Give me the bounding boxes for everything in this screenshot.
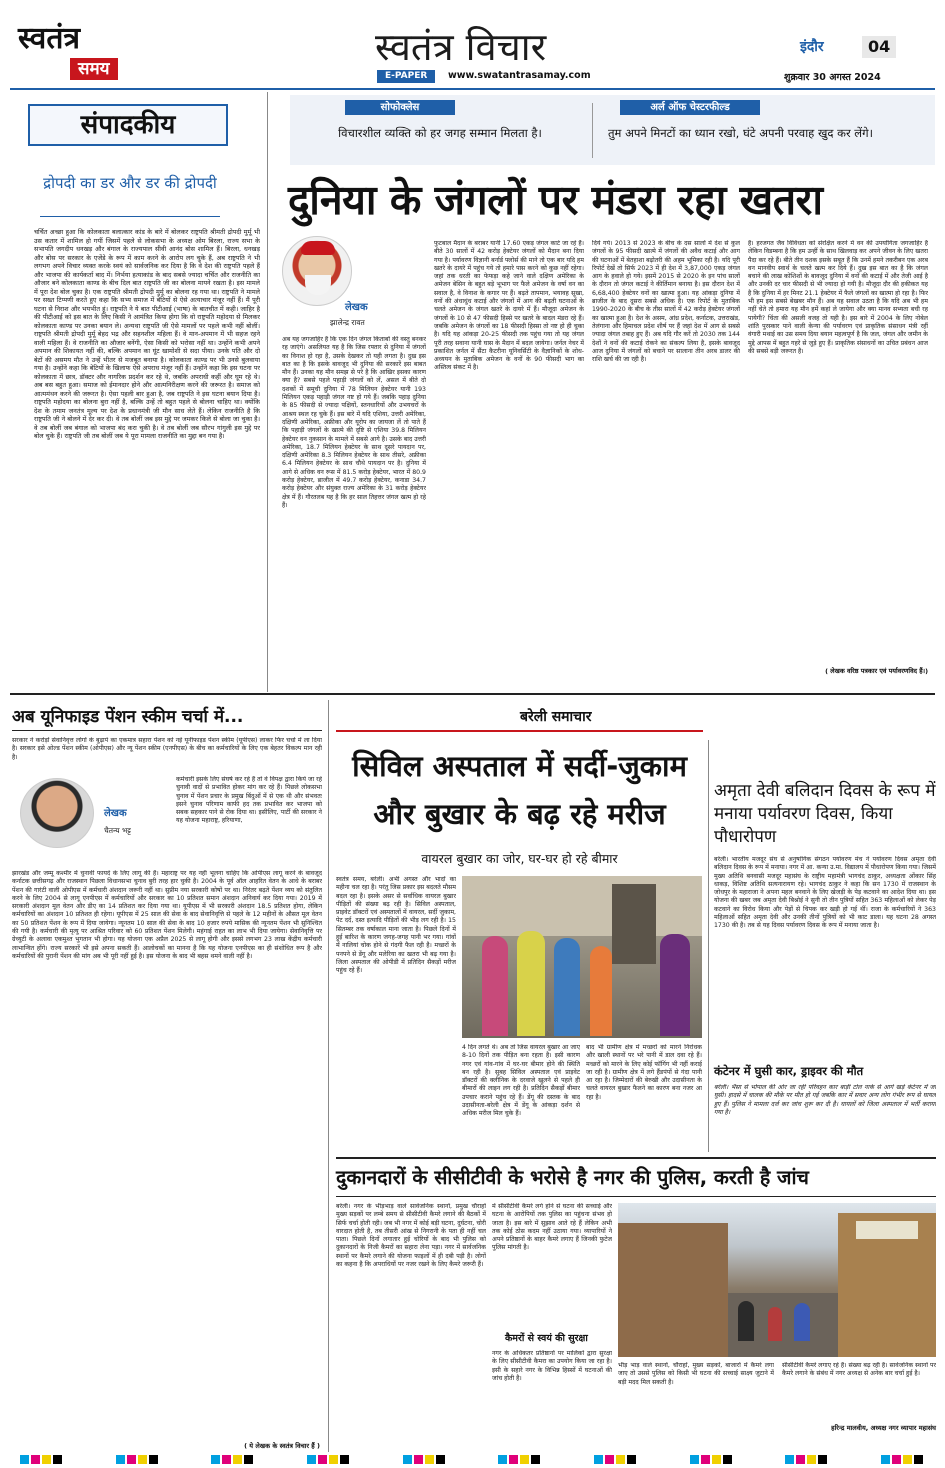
lead-column-1: अब यह जगजाहिर है कि एक दिन जंगल किताबों की वस्तु बनकर रह जाएंगे। असलियत यह है कि जिस रफ्तार से दुनिया में जंगलों का विनाश हो रहा है, उसके देखकर तो यही लगता है। दुख इस बात का है कि इसके बावजूद भी दुनिया की सरकारें इस बाबत मौन हैं। उनका यह मौन समझ से परे है कि आखिर इसका कारण क्या है? सबसे पहले पहाड़ी जंगलों को लें, असल में बीते दो दशकों में समूची दुनिया में 78 मिलियन हेक्टेयर यानी 193 मिलियन एकड़ पहाड़ी जंगल नष्ट हो गये हैं। जबकि पहाड़ दुनिया के 85 फीसदी से ज्यादा पक्षियों, स्तनधारियों और उभयचरों के आश्रय स्थल रह चुके हैं। इस बारे में यदि एशिया, उत्तरी अमेरिका, दक्षिणी अमेरिका, अफ्रीका और यूरोप का जायजा लें तो पाते हैं कि पहाड़ी जंगलों के खात्मे की दृष्टि से एशिया 39.8 मिलियन हेक्टेयर वन नुकसान के मामले में सबसे आगे है। उसके बाद उत्तरी अमेरिका, 18.7 मिलियन हेक्टेयर के साथ दूसरे पायदान पर, दक्षिणी अमेरिका 8.3 मिलियन हेक्टेयर के साथ तीसरे, अफ्रीका 6.4 मिलियन हेक्टेयर के साथ चौथे पायदान पर है। दुनिया में आगे से अधिक वन रूस में 81.5 करोड़ हेक्टेयर, भारत में 80.9 करोड़ हेक्टेयर, ब्राजील में 49.7 करोड़ हेक्टेयर, कनाडा 34.7 करोड़ हेक्टेयर और संयुक्त राज्य अमेरिका के 31 करोड़ हेक्टेयर क्षेत्र में हैं। गौरतलब यह है कि हर साल तिहत्तर जंगल खत्म हो रहे हैं। xyxy=(282,336,426,509)
masthead-divider xyxy=(10,88,935,90)
amrita-headline: अमृता देवी बलिदान दिवस के रूप में मनाया पर्यावरण दिवस, किया पौधारोपण xyxy=(714,781,936,847)
photo-person-3 xyxy=(554,938,580,1036)
editorial-body: चर्चित अच्छा हुआ कि कोलकाता बलात्कार कांड के बारे में बोलकर राष्ट्रपति श्रीमती द्रोपदी मुर्मू भी उस कतार में शामिल हो गयीं जिसमें पहले से लोकसभा के अध्यक्ष ओम बिरला, राज्य सभा के सभापति जगदीप धनखड़ और बंगाल के राज्यपाल सीवी आनंद बोस शामिल हैं। बिरला, धनखड़ और बोस पर सरकार के एजेंडे के रूप में काम करने के आरोप लग चुके हैं, अब राष्ट्रपति ने भी लगभग अपने विचार व्यक्त करके स्वयं को सार्वजनिक कर दिया है कि वे देश की राष्ट्रपति पहले हैं और भाजपा की कार्यकर्ता बाद में। निर्भया हत्याकांड के बाद सबसे ज्यादा चर्चित और राजनीति का औजार बने कोलकाता काण्ड के बीच दिल बात राष्ट्रपति जी का बोलना मायने रखता है। इस मामले में पूरा देश बोल चुका है। एक राष्ट्रपति श्रीमती द्रोपदी मुर्मू का बोलना रह गया था। राष्ट्रपति ने मामले पर सख्त टिप्पणी करते हुए कहा कि सभ्य समाज में बेटियों से ऐसे अत्याचार मंजूर नहीं हैं। मैं पूरी घटना से निराश और भयभीत हूं। राष्ट्रपति ने ये बात पीटीआई (भाषा) के बातचीत में कही। जाहिर है की पीटीआई को इस बात के लिए किसी ने आमंत्रित किया होगा कि वो राष्ट्रपति महोदया से मिलकर कोलकाता काण्ड पर उनका बयान ले। अन्यथा राष्ट्रपति जी ऐसे मामलों पर पहले कभी नहीं बोलीं। राष्ट्रपति श्रीमती द्रोपदी मुर्मू बेहद भद्र और सहनशील महिला हैं। वे मान-अपमान में भी सहज रहने वाली महिला हैं। वे राजनीति का औजार बनेंगी, ऐसा किसी को भरोसा नहीं था। उन्होंने कभी अपने अपमान की शिकायत नहीं की, बल्कि अपमान का घूंट खामोशी से सदा पीया। उनके पति और दो बेटों की असमय मौत ने उन्हें भीतर से मजबूत बनाया है। कोलकाता काण्ड पर भी उनसे बुलवाया गया है। उन्होंने कहा कि बेटियों के खिलाफ ऐसे अपराध मंजूर नहीं हैं। उन्होंने कहा कि इस घटना पर कोलकाता में छात्र, डॉक्टर और नागरिक प्रदर्शन कर रहे थे, जबकि अपराधी कहीं और घूम रहे थे। अब बस बहुत हुआ। समाज को ईमानदार होने और आत्मनिरीक्षण करने की जरूरत है। समाज को आत्ममंथन करने की जरूरत है। ऐसा पहली बार हुआ है, जब राष्ट्रपति ने इस घटना बयान दिया है। राष्ट्रपति महोदया का बोलना बुरा नहीं है, बल्कि उन्हें तो बहुत पहले से बोलना चाहिए था। क्योंकि देश के तमाम जनतंत्र मूल्य पर देश के प्रधानमंत्री जी मौन साध लेते हैं। लेकिन राजनीति है कि राष्ट्रपति जी ने बोलने में देर कर दी। वे तब बोलीं जब इस मुद्दे पर जमकर किले से बोला जा चुका है। वे तब बोलीं जब बंगाल को भाजपा बंद करा चुकी है। वे तब बोलीं जब सौरभ गांगुली इस मुद्दे पर बोल चुके हैं। राष्ट्रपति जी तब बोलीं जब ये पूरा मामला राजनीति का मुद्दा बन गया है। xyxy=(34,228,260,440)
logo-top-text: स्वतंत्र xyxy=(18,21,81,56)
cctv-col-1: बरेली। नगर के भीड़भाड़ वाले सार्वजनिक स्थानों, प्रमुख चौराहों मुख्य सड़कों पर लम्बे समय से सीसीटीवी कैमरे लगाने की बैठकों में सिर्फ चर्चा होती रही। जब भी नगर में कोई बड़ी घटना, दुर्घटना, चोरी वारदात होती है, तब तीसरी आंख से निगरानी के पता ही नहीं चल पाता। पिछले दिनों लगातार हुई चोरियों के बाद भी पुलिस को दुकानदारों के निजी कैमरों का सहारा लेना पड़ा। नगर में सार्वजनिक स्थानों पर कैमरे लगाने की योजना फाइलों में ही दबी पड़ी है। लोगों का कहना है कि अपराधियों पर नजर रखने के लिए कैमरे जरूरी हैं। xyxy=(336,1203,486,1269)
register-mark xyxy=(701,1455,710,1464)
register-mark xyxy=(712,1455,721,1464)
market-photo-caption: भीड़ भाड़ वाले स्थानों, चौराहों, मुख्य सड़कों, बाजारों में कैमरे लगा जाए तो उससे पुलिस को किसी भी घटना की सच्चाई साक्ष्य जुटाने में बड़ी मदद मिल सकती है। xyxy=(618,1362,774,1386)
amrita-body: बरेली। भारतीय मजदूर संघ से अनुषांगिक संगठन पर्यावरण मंच ने पर्यावरण दिवस अमृता देवी बलिदान दिवस के रूप में मनाया। नगर में आ. कन्या उ.मा. विद्यालय में पौधारोपण किया गया। जिसमें मुख्य अतिथि बनवासी मजदूर महासंघ के राष्ट्रीय महामंत्री भागचंद ठाकुर, अध्यक्षता ओंकार सिंह धाकड़, विशिष्ट अतिथि सत्यनारायण रहे। भागचंद ठाकुर ने कहा कि सन 1730 में राजस्थान के जोधपुर के महाराजा ने अपना महल बनवाने के लिए खेजड़ी के पेड़ कटवाने का आदेश दिया था। इस योजना की खबर जब अमृता देवी बिश्नोई ने सुनी तो तीन पुत्रियों सहित 363 महिलाओं को लेकर पेड़ कटवाने का विरोध किया और पेड़ों से चिपक कर खड़ी हो गई थीं। राजा के कर्मचारियों ने 363 महिलाओं सहित अमृता देवी और उनकी तीनों पुत्रियों को भी काट डाला। यह घटना 28 अगस्त 1730 की है। तब से यह दिवस पर्यावरण दिवस के रूप में मनाया जाता है। xyxy=(714,856,936,930)
photo-doorway xyxy=(612,884,656,964)
author-beard-icon xyxy=(305,275,331,295)
pension-headline: अब यूनिफाइड पेंशन स्कीम चर्चा में... xyxy=(12,707,244,727)
pension-headline-rule xyxy=(12,730,322,731)
bareilly-caption-column: 4 दिन लगते थे। अब तो जिस वायरल बुखार आ जाए 8-10 दिनों तक पीड़ित बना रहता है। इसी कारण नगर एवं गांव-गांव में घर-घर बीमार होने की स्थिति बन रही है। सुबह सिविल अस्पताल एवं प्राइवेट डॉक्टरों की क्लीनिक के दरवाजे खुलने से पहले ही बीमारों की लाइन लग रही है। प्रतिदिन सैकड़ों बीमार उपचार कराने पहुंच रहे हैं। डेंगू की दस्तक के बाद उदासीनता-बरेली क्षेत्र में डेंगू के आंकड़ा दर्शन से अधिक मरीज मिल चुके हैं। xyxy=(462,1044,580,1118)
hospital-photo xyxy=(462,876,702,1038)
bareilly-headline-1: सिविल अस्पताल में सर्दी-जुकाम xyxy=(352,749,687,783)
cctv-headline-rule xyxy=(336,1196,936,1197)
bareilly-subhead: वायरल बुखार का जोर, घर-घर हो रहे बीमार xyxy=(421,851,618,866)
register-mark xyxy=(796,1455,805,1464)
register-mark xyxy=(307,1455,316,1464)
editorial-label: संपादकीय xyxy=(80,110,176,140)
photo-person-5 xyxy=(660,934,690,1036)
register-mark-group xyxy=(498,1455,542,1465)
section-divider-1 xyxy=(10,693,935,695)
lead-column-3: दिये गये। 2013 से 2023 के बीच के दस सालों में देश से कुल जंगलों के 95 फीसदी खात्मे में जंगलों की अवैध कटाई और आग की घटनाओं में बेतहाशा बढ़ोतरी की अहम भूमिका रही है। यदि पूरी रिपोर्ट देखें तो सिर्फ 2023 में ही देश में 3,87,000 एकड़ जंगल आग के हवाले हो गये। इसमें 2015 से 2020 के इन पांच सालों के दौरान तो जंगल कटाई ने कीर्तिमान बनाया है। इस दौरान देश में 6,68,400 हेक्टेयर वनों का खात्मा हुआ। यह आंकड़ा दुनिया में ब्राजील के बाद दूसरा सबसे अधिक है। एक रिपोर्ट के मुताबिक 1990-2020 के बीच के तीस सालों में 42 करोड़ हेक्टेयर जंगलों का खात्मा हुआ है। देश के असम, आंध्र प्रदेश, कर्नाटक, उत्तराखंड, तेलंगाना और हिमाचल प्रदेश शीर्ष पर हैं जहां देश में आग से सबसे ज्यादा जंगल तबाह हुए हैं। अब यदि गौर करें तो 2030 तक 144 देशों ने वनों की कटाई रोकने का संकल्प लिया है, इसके बावजूद आज दुनिया में जंगलों को बचाने पर सालाना तीन अरब डालर की राशि खर्च की जा रही है। xyxy=(592,240,740,364)
register-mark xyxy=(318,1455,327,1464)
register-mark xyxy=(594,1455,603,1464)
register-mark xyxy=(881,1455,890,1464)
column-divider-pension xyxy=(328,700,329,1452)
quote-source-1: सोफोक्लेस xyxy=(345,100,455,115)
register-mark-group xyxy=(785,1455,829,1465)
page-title: स्वतंत्र विचार xyxy=(375,25,547,69)
register-mark xyxy=(807,1455,816,1464)
quotes-divider xyxy=(592,103,593,158)
register-mark xyxy=(818,1455,827,1464)
editorial-column xyxy=(10,92,268,692)
accident-body: बरेली। भैंसा से भोपाल की ओर जा रही परिवहन कार बाड़ी टोल नाके से आगे खड़े कंटेनर में जा घुसी। हादसे में चालक की मौके पर मौत हो गई जबकि कार में सवार अन्य लोग गंभीर रूप से घायल हुए हैं। पुलिस ने मामला दर्ज कर जांच शुरू कर दी है। घायलों को जिला अस्पताल में भर्ती कराया गया है। xyxy=(714,1084,936,1116)
register-mark xyxy=(520,1455,529,1464)
editorial-label-box xyxy=(28,104,228,146)
lead-author-name: झालेन्द्र रावत xyxy=(330,318,365,327)
lead-headline: दुनिया के जंगलों पर मंडरा रहा खतरा xyxy=(288,176,823,224)
issue-date: शुक्रवार 30 अगस्त 2024 xyxy=(784,72,881,83)
epaper-badge: E-PAPER xyxy=(377,70,435,83)
lead-author-label: लेखक xyxy=(345,302,368,313)
register-mark-group xyxy=(307,1455,351,1465)
photo-shop-left xyxy=(618,1223,728,1357)
color-register-strip xyxy=(20,1455,925,1465)
register-mark xyxy=(222,1455,231,1464)
bareilly-section-label: बरेली समाचार xyxy=(520,709,592,725)
register-mark xyxy=(531,1455,540,1464)
register-mark xyxy=(244,1455,253,1464)
register-mark xyxy=(785,1455,794,1464)
register-mark xyxy=(892,1455,901,1464)
bareilly-col-4: बाद भी ग्रामीण क्षेत्र में मच्छरों को मारने निरोधक और खाली स्थानों पर भरे पानी में डाल दवा रहे हैं। मच्छरों को मारने के लिए कोई फॉगिंग भी नहीं कराई जा रही है। ग्रामीण क्षेत्र में लगे हैंडपंपों से गंदा पानी आ रहा है। जिम्मेदारों की बेरुखी और उदासीनता के चलते वायरल बुखार फैलने का कारण बना नजर आ रहा है। xyxy=(586,1044,702,1101)
register-mark xyxy=(127,1455,136,1464)
register-mark xyxy=(723,1455,732,1464)
register-mark-group xyxy=(20,1455,64,1465)
register-mark xyxy=(31,1455,40,1464)
pension-author-photo xyxy=(20,778,94,848)
cctv-col-2: में सीसीटीवी कैमरे लगे होने से घटना की सच्चाई और घटना के आरोपियों तक पुलिस का पहुंचना संभव हो जाता है। इस बारे में सुझाव आते रहे हैं लेकिन अभी तक कोई ठोस कदम नहीं उठाया गया। व्यापारियों ने अपने प्रतिष्ठानों के बाहर कैमरे लगाए हैं जिनकी फुटेज पुलिस मांगती है। xyxy=(492,1203,612,1252)
newspaper-logo[interactable] xyxy=(18,22,128,82)
pension-right-column: कर्मचारी इसके लिए संघर्ष कर रहे हैं तो वे विपक्ष द्वारा किये जा रहे चुनावी वादों से प्रभावित होकर मांग कर रहे हैं। पिछले लोकसभा चुनाव में पेंशन प्रचार के प्रमुख बिंदुओं में से एक थी और संभवतः इसने चुनाव परिणाम काफी हद तक प्रभावित कर भाजपा को सबक सहकार पाने से रोक दिया था। इसीलिए, पार्टी की सरकार ने यह योजना महाराष्ट्र, हरियाणा, xyxy=(176,776,322,825)
market-photo xyxy=(618,1203,936,1357)
photo-person-1 xyxy=(482,936,508,1036)
masthead xyxy=(0,0,945,96)
pension-signoff: ( ये लेखक के स्वतंत्र विचार हैं ) xyxy=(244,1442,320,1450)
quotes-bar xyxy=(290,95,935,165)
photo-crowd-1 xyxy=(738,1301,754,1341)
quote-source-2: अर्ल ऑफ चेस्टरफील्ड xyxy=(620,100,760,115)
bareilly-headline-2: और बुखार के बढ़ रहे मरीज xyxy=(373,797,666,831)
lead-column-2: फुटबाल मैदान के बराबर यानी 17.60 एकड़ जंगल काटे जा रहे हैं। बीते 30 सालों में 42 करोड़ हेक्टेयर जंगलों को मैदान बना दिया गया है। पर्यावरण विज्ञानी बर्नार्ड फ्लोर्स की माने तो एक बार यदि हम खतरे के दायरे में पहुंच गये तो हमारे पास करने को कुछ नहीं रहेगा। जहां तक धरती का फेफड़ा कहे जाने वाले दक्षिण अमेरिका के अमेजन बेसिन के बहुत बड़े भूभाग पर फैले अमेजन के वर्षा वन का सवाल है, वे विनाश के कगार पर हैं। बढ़ते तापमान, भयावह सूखा, वनों की अंधाधुंध कटाई और जंगलों में आग की बढ़ती घटनाओं के चलते अमेजन के जंगल खतरे के दायरे में हैं। मौजूदा अमेजन के जंगलों के 10 से 47 फीसदी हिस्से पर खतरे के बादल मंडरा रहे हैं। जबकि अमेजन के जंगलों का 18 फीसदी हिस्सा तो नष्ट हो ही चुका है। यदि यह आंकड़ा 20-25 फीसदी तक पहुंच गया तो यह जंगल पूरी तरह सवाना यानी घास के मैदान में बदल जायेगा। जर्नल नेचर में प्रकाशित जर्नल में सैंटा कैटरीना यूनिवर्सिटी के वैज्ञानिकों के शोध-अध्ययन के मुताबिक अमेजन के वनों के 90 फीसदी भाग का अस्तित्व संकट में है। xyxy=(434,240,584,372)
cctv-box-body: नगर के अधिकतर प्रतिष्ठानों पर मालिकों द्वारा सुरक्षा के लिए सीसीटीवी कैमरा का उपयोग किया जा रहा है। इसी के सहारे नगर के विभिन्न हिस्सों में घटनाओं की जांच होती है। xyxy=(492,1350,612,1382)
register-mark-group xyxy=(403,1455,447,1465)
cctv-col-5: सीसीटीवी कैमरे लगाए रहे हैं। संख्या बढ़ रही है। सार्वजनिक स्थानों पर कैमरे लगाने के संबंध में नगर अध्यक्ष से अनेक बार चर्चा हुई है। xyxy=(782,1362,936,1378)
register-mark xyxy=(616,1455,625,1464)
editorial-title: द्रोपदी का डर और डर की द्रोपदी xyxy=(43,174,217,192)
pension-lead: सरकार ने करोड़ों सेवानिवृत्त लोगों के बुढ़ापे का एकमात्र सहारा पेंशन को नई यूनीफाइड पेंशन स्कीम (यूपीएस) लाकर फिर चर्चा में ला दिया है। सरकार इसे ओल्ड पेंशन स्कीम (ओपीएस) और न्यू पेंशन स्कीम (एनपीएस) के बीच का कर्मचारियों के लिए एक बेहतर विकल्प मान रही है। xyxy=(12,737,322,761)
register-mark xyxy=(627,1455,636,1464)
register-mark-group xyxy=(690,1455,734,1465)
register-mark xyxy=(498,1455,507,1464)
photo-person-4 xyxy=(590,946,612,1036)
lead-author-note: ( लेखक वरिष्ठ पत्रकार एवं पर्यावरणविद हैं।) xyxy=(825,667,928,675)
photo-crowd-2 xyxy=(768,1307,782,1341)
register-mark xyxy=(20,1455,29,1464)
bareilly-col-1: स्वतंत्र समय, बरेली। अभी अगस्त और भादों का महीना चल रहा है। परंतु जिस प्रकार इस बदलते मौसम बदल रहा है। इसके असर से सर्वाधिक वायरल बुखार पीड़ितों की संख्या बढ़ रही है। सिविल अस्पताल, प्राइवेट डॉक्टरों एवं अस्पतालों में वायरल, सर्दी जुकाम, पेट दर्द, दस्त इत्यादि पीड़ितों की भीड़ लग रही है। 15 सितम्बर तक वर्षाकाल माना जाता है। पिछले दिनों में हुई बारिश के कारण जगह-जगह पानी भर गया। गांवों में नालियां चोक होने से गंदगी फैल रही है। मच्छरों के पनपने से डेंगू और मलेरिया का खतरा भी बढ़ गया है। जिला अस्पताल की ओपीडी में प्रतिदिन सैकड़ों मरीज पहुंच रहे हैं। xyxy=(336,876,456,975)
editorial-title-underline xyxy=(40,216,220,217)
photo-crowd-3 xyxy=(794,1303,810,1341)
accident-headline: कंटेनर में घुसी कार, ड्राइवर की मौत xyxy=(714,1064,864,1078)
register-mark-group xyxy=(881,1455,925,1465)
register-mark-group xyxy=(211,1455,255,1465)
pension-author-label: लेखक xyxy=(104,808,127,819)
register-mark xyxy=(509,1455,518,1464)
register-mark xyxy=(690,1455,699,1464)
logo-bottom-text: समय xyxy=(70,58,118,80)
register-mark xyxy=(914,1455,923,1464)
register-mark xyxy=(340,1455,349,1464)
register-mark xyxy=(42,1455,51,1464)
register-mark xyxy=(403,1455,412,1464)
register-mark-group xyxy=(116,1455,160,1465)
section-divider-2 xyxy=(336,1157,936,1159)
register-mark xyxy=(211,1455,220,1464)
register-mark xyxy=(436,1455,445,1464)
register-mark xyxy=(233,1455,242,1464)
register-mark xyxy=(329,1455,338,1464)
photo-wall xyxy=(462,876,702,936)
register-mark xyxy=(414,1455,423,1464)
column-divider-bareilly xyxy=(708,740,709,1152)
website-link[interactable]: www.swatantrasamay.com xyxy=(448,70,591,81)
register-mark xyxy=(605,1455,614,1464)
lead-column-4: है। हरजगत जैव विविधता को संरक्षित करने में वन की उपयोगिता जगजाहिर है लेकिन विडम्बना है कि हम उन्हीं के साथ खिलवाड़ कर अपने जीवन के लिए खतरा पैदा कर रहे हैं। बीते तीन दशक इसके सबूत हैं कि उनमें हमने तकरीबन एक अरब वन मानवीय स्वार्थ के चलते खत्म कर दिये हैं। दुख इस बात का है कि जंगल बचाने की लाख कोशिशों के बावजूद दुनिया में वनों की कटाई में और तेजी आई है और उनकी दर चार फीसदी से भी ज्यादा हो गयी है। मौजूदा दौर की हकीकत यह है कि दुनिया में हर मिनट 21.1 हेक्टेयर में फैले जंगलों का खात्मा हो रहा है। फिर भी हम इस सबसे बेखबर मौन हैं। अब यह सवाल उठता है कि यदि अब भी हम नहीं चेते तो हमारा यह मौन हमें कहां ले जायेगा और क्या मानव सभ्यता बची रह पायेगी? चिंता की असली वजह तो यही है। इस बारे में 2004 के लिए नोबेल शांति पुरस्कार पाने वाली केन्या की पर्यावरण एवं प्राकृतिक संसाधन मंत्री रहीं वंगारी मथाई का उस समय दिया बयान महत्वपूर्ण है कि जल, जंगल और जमीन के मुद्दे आपस में बहुत गहरे से जुड़े हुए हैं। प्राकृतिक संसाधनों का उचित प्रबंधन आज की सबसे बड़ी जरूरत है। xyxy=(748,240,928,355)
photo-shop-signboard xyxy=(856,1221,918,1239)
register-mark xyxy=(53,1455,62,1464)
register-mark-group xyxy=(594,1455,638,1465)
register-mark xyxy=(425,1455,434,1464)
photo-person-2 xyxy=(517,931,545,1036)
bareilly-section-rule xyxy=(336,730,703,732)
quote-text-2: तुम अपने मिनटों का ध्यान रखो, घंटे अपनी परवाह खुद कर लेंगे। xyxy=(608,126,873,140)
pension-body: झारखंड और जम्मू कश्मीर में चुनावी फायदे के लिए लागू की है। महाराष्ट्र पर यह नहीं भूलना चाहिए कि ओपीएस लागू करने के बावजूद कर्नाटक छत्तीसगढ़ और राजस्थान पिछला विधानसभा चुनाव बुरी तरह हार चुकी है। 2004 के पूर्व ऑल आहरित वेतन के आधे के बराबर पेंशन की गारंटी वाली ओपीएस में कर्मचारी अंशदान जरूरी नहीं था। सुप्रीम नया सरकारी कोषों पर था। निरंतर बढ़ते पेंशन व्यय को संतुलित करने के लिए 2004 से लागू एनपीएस में कर्मचारियों और सरकार का 10 प्रतिशत समान अंशदान अनिवार्य कर दिया गया। 2019 में सरकारी अंशदान मूल वेतन और डीए का 14 प्रतिशत कर दिया गया था। यूपीएस में भी सरकारी अंशदान 18.5 प्रतिशत होगा, लेकिन कर्मचारियों का अंशदान 10 प्रतिशत ही रहेगा। यूपीएस में 25 साल की सेवा के बाद सेवानिवृत्ति से पहले के 12 महीनों के औसत मूल वेतन का 50 प्रतिशत पेंशन के रूप में दिया जायेगा। न्यूनतम 10 साल की सेवा के बाद 10 हजार रुपये मासिक की न्यूनतम पेंशन भी सुनिश्चित की गयी है। कर्मचारी की मृत्यु पर आश्रित परिवार को 60 प्रतिशत पेंशन मिलेगी। महंगाई राहत का लाभ भी दिया जायेगा। सेवानिवृत्ति पर ग्रेच्युटी के अलावा एकमुश्त भुगतान भी होगा। यह योजना एक अप्रैल 2025 से लागू होगी और इससे लगभग 23 लाख केंद्रीय कर्मचारी लाभान्वित होंगे। राज्य सरकारें भी इसे अपना सकती हैं। आलोचकों का मानना है कि यह योजना एनपीएस का ही संशोधित रूप है और कर्मचारियों की पुरानी पेंशन की मांग अब भी पूरी नहीं हुई है। इस योजना के बाद भी बहस थमने वाली नहीं है। xyxy=(12,870,322,960)
register-mark xyxy=(138,1455,147,1464)
city-name: इंदौर xyxy=(800,39,824,55)
register-mark xyxy=(149,1455,158,1464)
author-turban-icon xyxy=(301,241,335,255)
register-mark xyxy=(116,1455,125,1464)
page-number: 04 xyxy=(862,36,896,58)
cctv-quote-credit: हरिन्द्र मालवीय, अध्यक्ष नगर व्यापार महासंघ xyxy=(831,1424,936,1432)
cctv-headline: दुकानदारों के सीसीटीवी के भरोसे है नगर की पुलिस, करती है जांच xyxy=(336,1166,809,1189)
quote-text-1: विचारशील व्यक्ति को हर जगह सम्मान मिलता है। xyxy=(338,126,542,140)
pension-author-name: चैतन्य भट्ट xyxy=(104,826,131,835)
register-mark xyxy=(903,1455,912,1464)
cctv-box-title: कैमरों से स्वयं की सुरक्षा xyxy=(505,1333,588,1344)
lead-author-photo xyxy=(282,236,352,306)
